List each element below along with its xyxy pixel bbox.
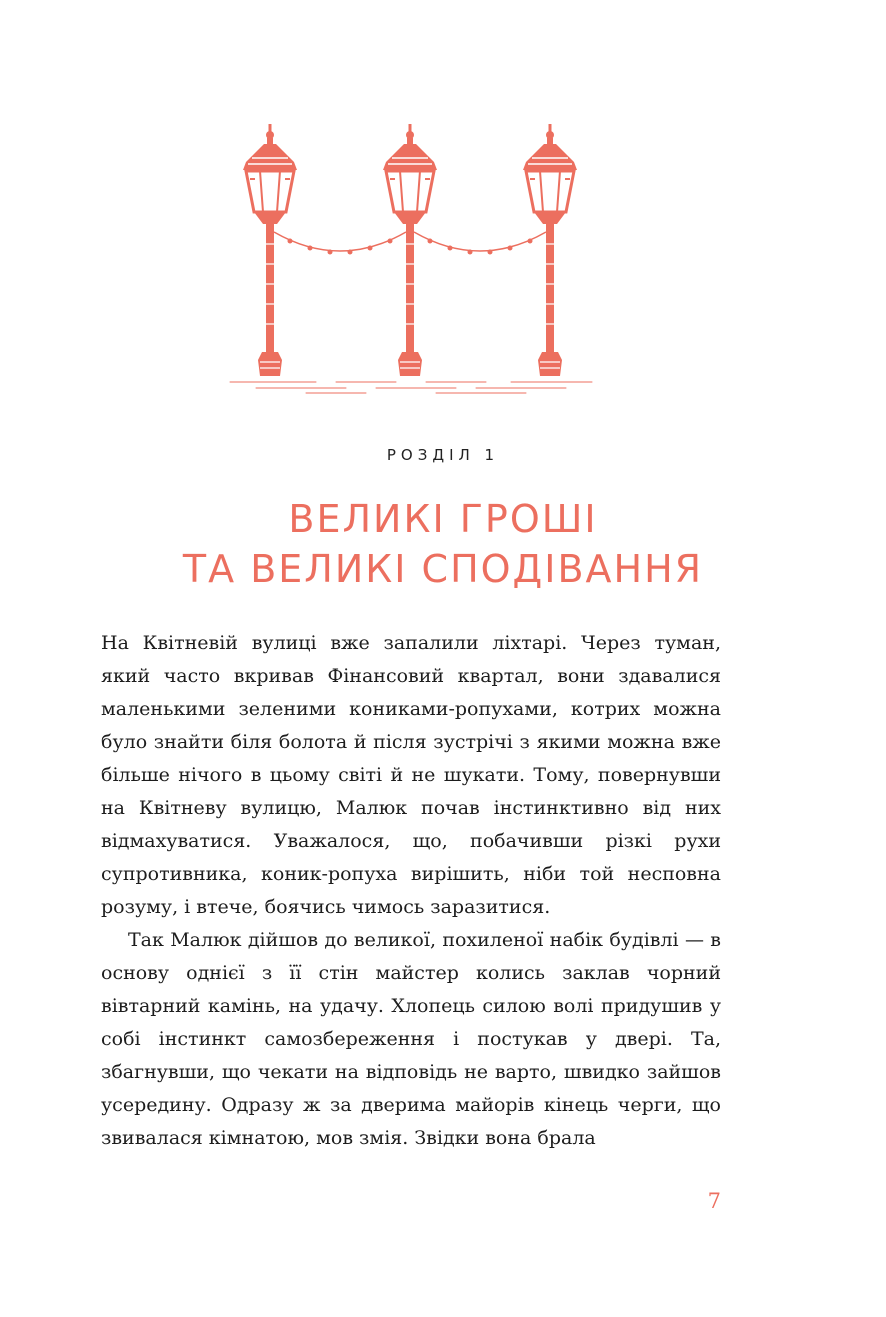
body-text bbox=[101, 627, 721, 1155]
street-lamps-illustration bbox=[226, 120, 596, 400]
chapter-title bbox=[0, 494, 886, 594]
paragraph-2: Так Малюк дійшов до великої, похиленої набік будівлі — в основу однієї з її стін майстер колись заклав чорний вівтарний камінь, на удачу. Хлопець силою волі придушив у собі інстинкт самозбереження і постукав у двері. Та, збагнувши, що чекати на відповідь не варто, швидко зайшов усередину. Одразу ж за дверима майорів кінець черги, що звивалася кімнатою, мов змія. Звідки вона брала bbox=[101, 929, 721, 1149]
chapter-label: РОЗДІЛ 1 bbox=[386, 446, 500, 464]
chapter-title-line-1: ВЕЛИКІ ГРОШІ bbox=[288, 497, 598, 541]
street-lamps-garland-icon bbox=[226, 120, 596, 400]
page-number: 7 bbox=[707, 1189, 721, 1213]
paragraph-1: На Квітневій вулиці вже запалили ліхтарі. Через туман, який часто вкривав Фінансовий квартал, вони здавалися маленькими зеленими кониками-ропухами, котрих можна було знайти біля болота й після зустрічі з якими можна вже більше нічого в цьому світі й не шукати. Тому, повернувши на Квітневу вулицю, Малюк почав інстинктивно від них відмахуватися. Уважалося, що, побачивши різкі рухи супротивника, коник-ропуха вирішить, ніби той несповна розуму, і втече, боячись чимось заразитися. bbox=[101, 632, 721, 918]
chapter-title-line-2: ТА ВЕЛИКІ СПОДІВАННЯ bbox=[182, 547, 704, 591]
